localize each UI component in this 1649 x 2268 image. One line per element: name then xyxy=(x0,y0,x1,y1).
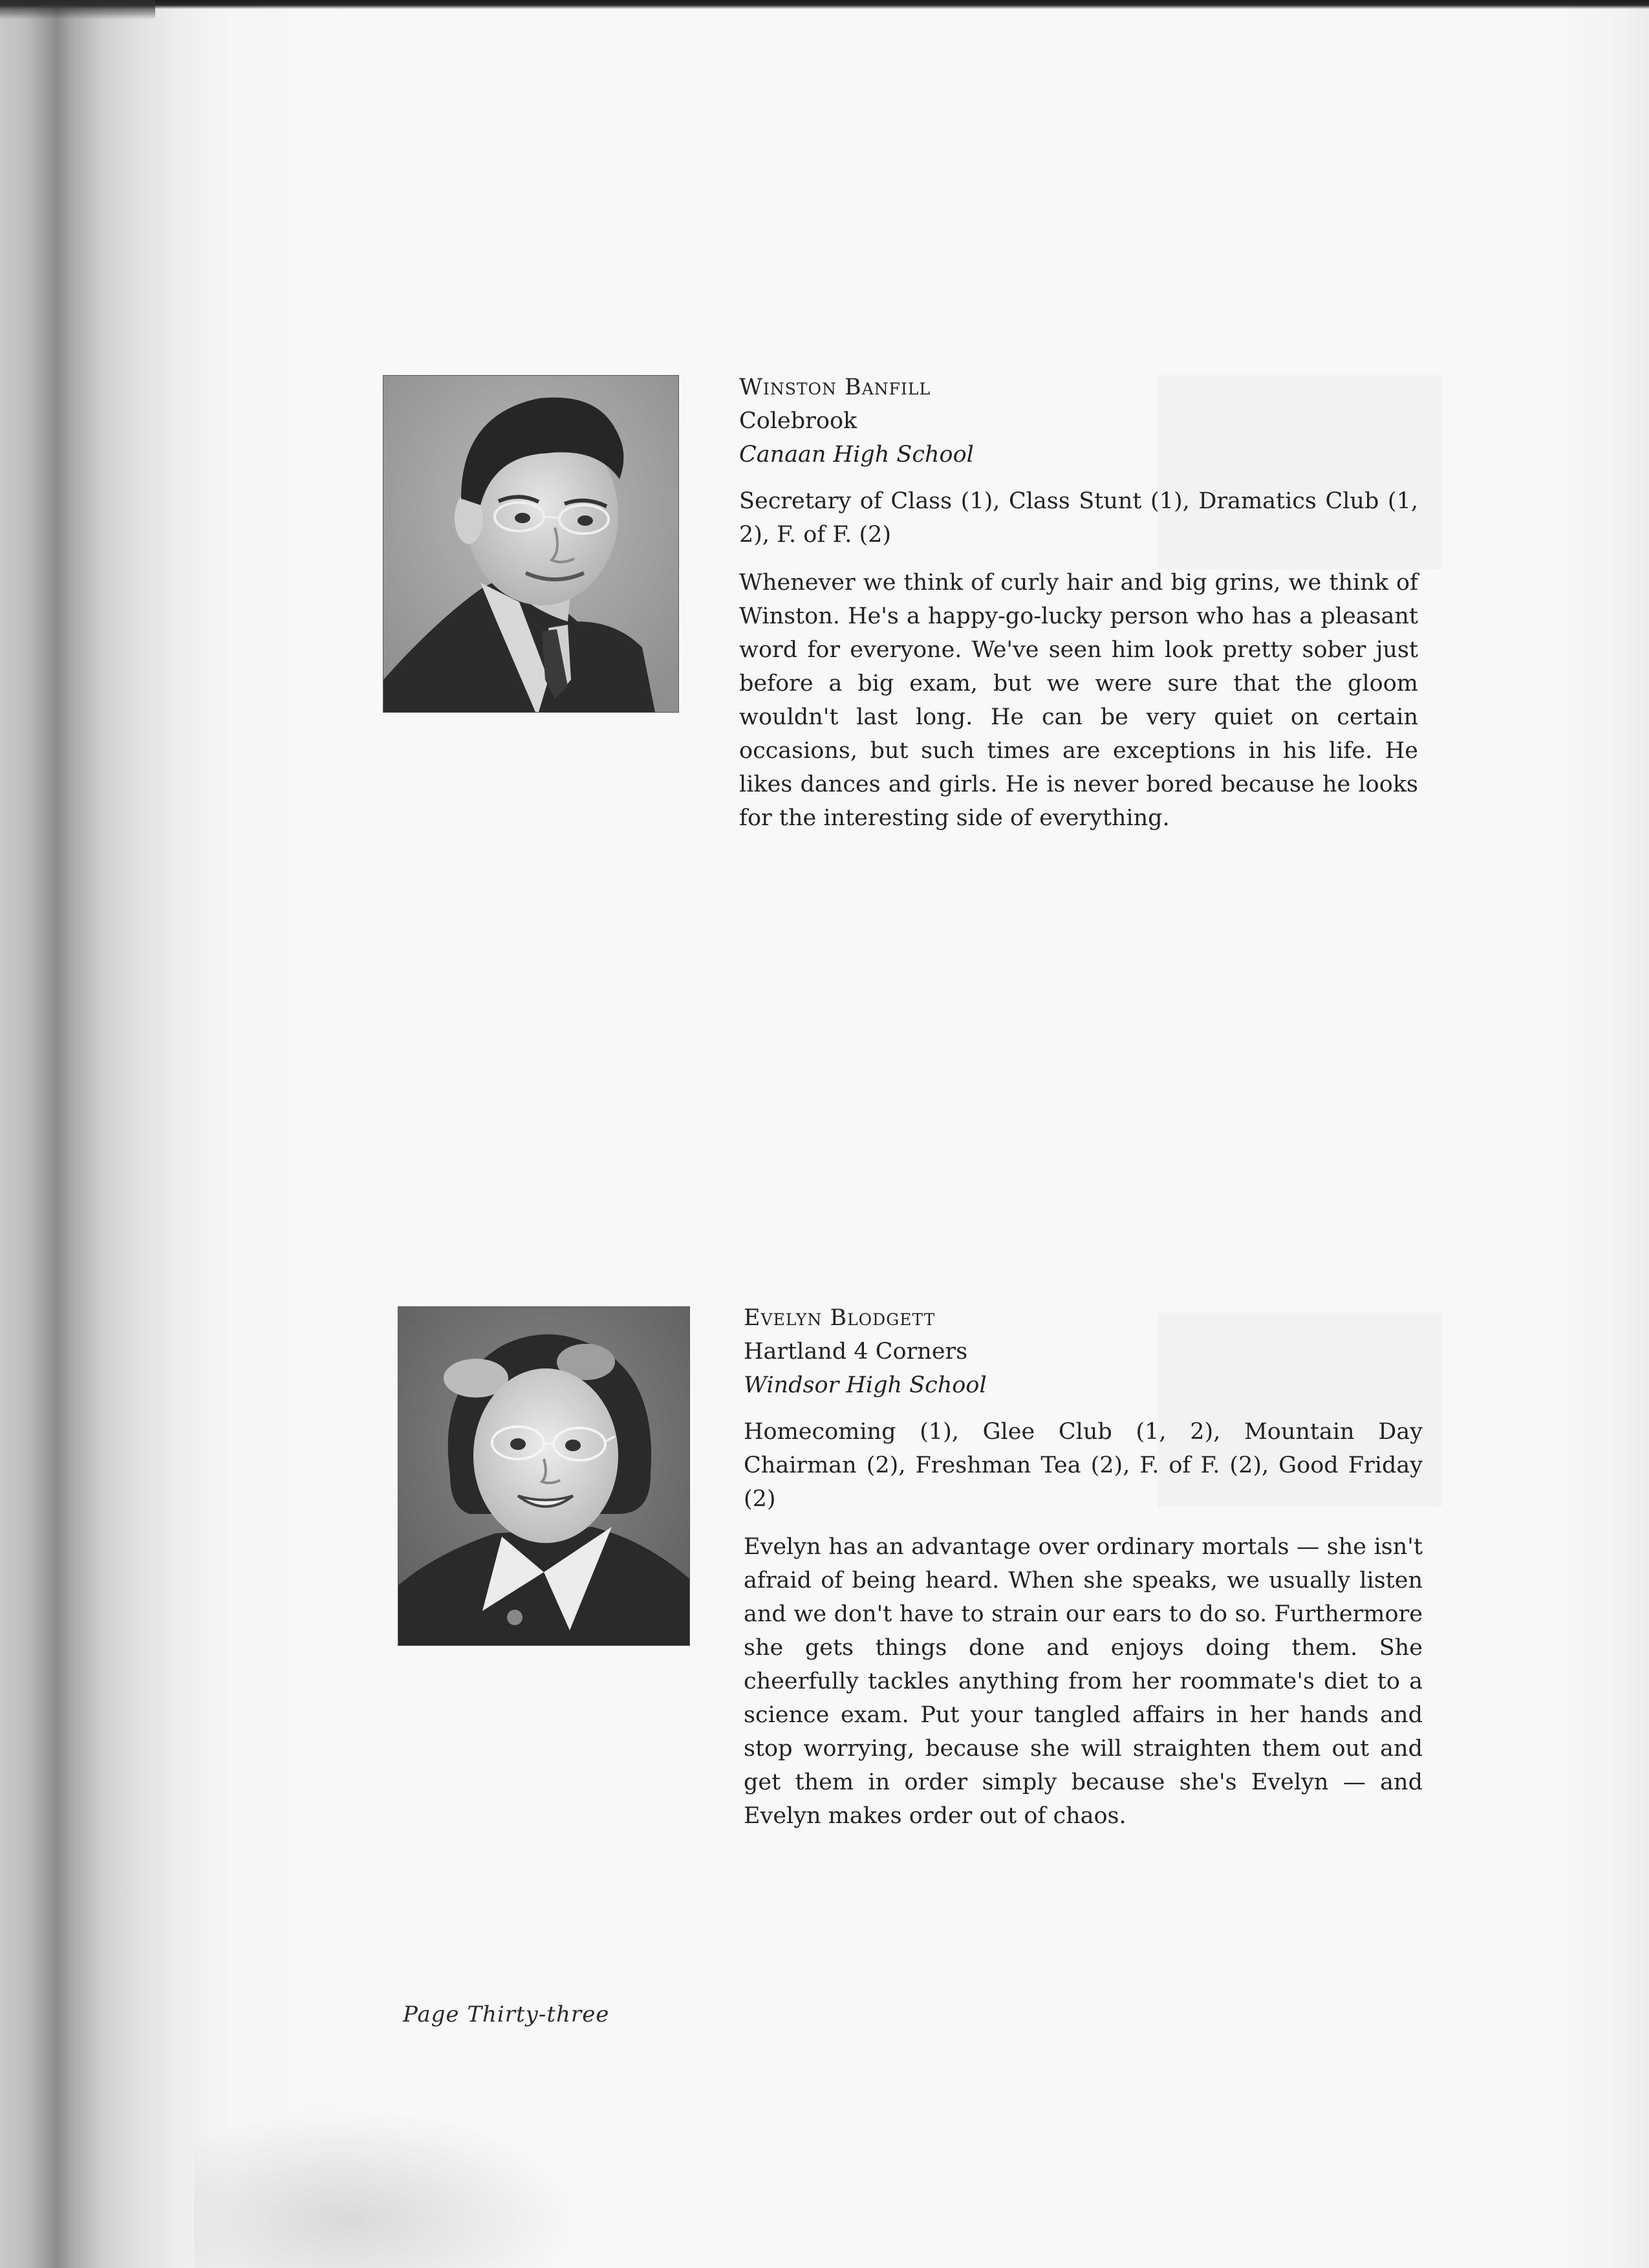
portrait-photo-winston xyxy=(383,375,679,713)
student-entry-winston-banfill xyxy=(739,371,1418,835)
student-activities: Homecoming (1), Glee Club (1, 2), Mountain Day Chairman (2), Freshman Tea (2), F. of F. (2), Good Friday (2) xyxy=(744,1419,1423,1512)
student-hometown: Hartland 4 Corners xyxy=(744,1339,968,1365)
student-name: Winston Banfill xyxy=(739,374,931,400)
page-number: Page Thirty-three xyxy=(403,2002,610,2027)
scan-shadow xyxy=(194,2108,582,2268)
scan-top-edge xyxy=(0,0,1649,9)
scan-top-edge-shadow xyxy=(0,0,155,19)
student-bio: Whenever we think of curly hair and big grins, we think of Winston. He's a happy-go-lucky person who has a pleasant word for everyone. We've seen him look pretty sober just before a big exam, but we were sure that the gloom wouldn't last long. He can be very quiet on certain occasions, but such times are exceptions in his life. He likes dances and girls. He is never bored because he looks for the interesting side of everything. xyxy=(739,570,1418,831)
portrait-photo-woman-glasses-icon xyxy=(398,1307,689,1645)
portrait-photo-man-glasses-icon xyxy=(383,376,678,712)
student-name: Evelyn Blodgett xyxy=(744,1305,936,1331)
student-bio: Evelyn has an advantage over ordinary mortals — she isn't afraid of being heard. When she speaks, we usually listen and we don't have to strain our ears to do so. Furthermore she gets things done and enjoys doing them. She cheerfully tackles anything from her roommate's diet to a science exam. Put your tangled affairs in her hands and stop worrying, because she will straighten them out and get them in order simply because she's Evelyn — and Evelyn makes order out of chaos. xyxy=(744,1534,1423,1829)
student-school: Windsor High School xyxy=(744,1372,987,1398)
student-hometown: Colebrook xyxy=(739,408,857,434)
student-entry-evelyn-blodgett xyxy=(744,1301,1423,1833)
student-activities: Secretary of Class (1), Class Stunt (1), Dramatics Club (1, 2), F. of F. (2) xyxy=(739,488,1418,548)
portrait-photo-evelyn xyxy=(398,1306,690,1646)
student-school: Canaan High School xyxy=(739,442,974,468)
